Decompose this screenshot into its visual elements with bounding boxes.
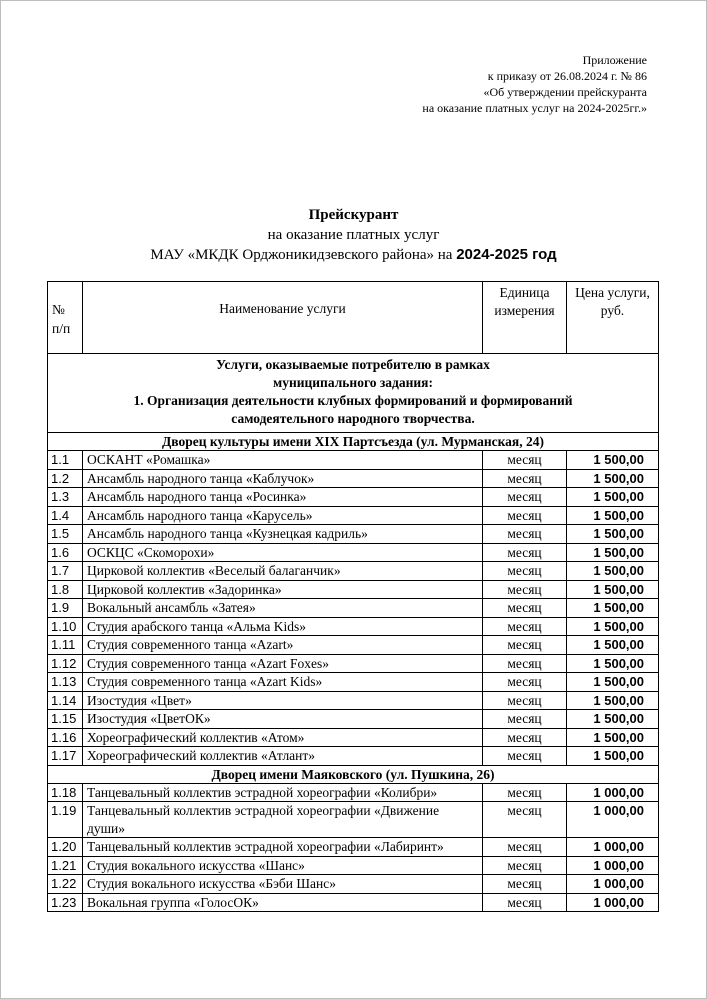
- row-number: 1.10: [48, 617, 83, 636]
- unit-of-measure: месяц: [483, 728, 567, 747]
- service-price: 1 000,00: [567, 893, 659, 912]
- table-row: [48, 469, 659, 488]
- header-unit: Единица измерения: [483, 282, 567, 354]
- service-price: 1 000,00: [567, 838, 659, 857]
- unit-of-measure: месяц: [483, 673, 567, 692]
- table-row: [48, 691, 659, 710]
- unit-of-measure: месяц: [483, 691, 567, 710]
- table-row: [48, 783, 659, 802]
- service-price: 1 500,00: [567, 599, 659, 618]
- unit-of-measure: месяц: [483, 875, 567, 894]
- row-number: 1.3: [48, 488, 83, 507]
- unit-of-measure: месяц: [483, 783, 567, 802]
- table-row: [48, 747, 659, 766]
- header-name: Наименование услуги: [83, 282, 483, 354]
- service-name: Изостудия «ЦветОК»: [83, 710, 483, 729]
- row-number: 1.16: [48, 728, 83, 747]
- service-name: Студия арабского танца «Альма Kids»: [83, 617, 483, 636]
- document-title: [0, 205, 707, 265]
- row-number: 1.15: [48, 710, 83, 729]
- row-number: 1.17: [48, 747, 83, 766]
- row-number: 1.9: [48, 599, 83, 618]
- unit-of-measure: месяц: [483, 451, 567, 470]
- unit-of-measure: месяц: [483, 838, 567, 857]
- row-number: 1.5: [48, 525, 83, 544]
- table-row: [48, 525, 659, 544]
- service-name: Хореографический коллектив «Атлант»: [83, 747, 483, 766]
- service-name: Ансамбль народного танца «Каблучок»: [83, 469, 483, 488]
- service-price: 1 500,00: [567, 525, 659, 544]
- title-subheading: на оказание платных услуг: [267, 227, 440, 243]
- service-price: 1 500,00: [567, 691, 659, 710]
- appendix-line: Приложение: [582, 53, 647, 67]
- service-name: Студия вокального искусства «Шанс»: [83, 856, 483, 875]
- service-name: Хореографический коллектив «Атом»: [83, 728, 483, 747]
- service-name: Ансамбль народного танца «Росинка»: [83, 488, 483, 507]
- group-heading: Дворец имени Маяковского (ул. Пушкина, 26): [48, 765, 659, 783]
- unit-of-measure: месяц: [483, 562, 567, 581]
- group-heading-row: [48, 433, 659, 451]
- unit-of-measure: месяц: [483, 710, 567, 729]
- service-price: 1 500,00: [567, 580, 659, 599]
- service-name: Танцевальный коллектив эстрадной хореографии «Колибри»: [83, 783, 483, 802]
- header-price: Цена услуги, руб.: [567, 282, 659, 354]
- service-price: 1 500,00: [567, 488, 659, 507]
- service-price: 1 000,00: [567, 802, 659, 838]
- service-price: 1 500,00: [567, 617, 659, 636]
- service-name: ОСКАНТ «Ромашка»: [83, 451, 483, 470]
- title-period: 2024-2025 год: [456, 246, 557, 263]
- title-heading: Прейскурант: [308, 207, 399, 223]
- row-number: 1.23: [48, 893, 83, 912]
- service-name: Изостудия «Цвет»: [83, 691, 483, 710]
- table-row: [48, 728, 659, 747]
- table-row: [48, 636, 659, 655]
- unit-of-measure: месяц: [483, 580, 567, 599]
- table-row: [48, 599, 659, 618]
- row-number: 1.14: [48, 691, 83, 710]
- table-row: [48, 506, 659, 525]
- service-price: 1 000,00: [567, 856, 659, 875]
- service-price: 1 500,00: [567, 506, 659, 525]
- service-name: Студия современного танца «Azart»: [83, 636, 483, 655]
- unit-of-measure: месяц: [483, 599, 567, 618]
- service-name: Студия современного танца «Azart Foxes»: [83, 654, 483, 673]
- row-number: 1.8: [48, 580, 83, 599]
- section-heading: Услуги, оказываемые потребителю в рамках муниципального задания: 1. Организация деятельности клубных формирований и формирований самодеятельного народного творчества.: [48, 354, 659, 433]
- appendix-line: на оказание платных услуг на 2024-2025гг.»: [422, 101, 647, 115]
- table-row: [48, 893, 659, 912]
- group-heading: Дворец культуры имени XIX Партсъезда (ул. Мурманская, 24): [48, 433, 659, 451]
- unit-of-measure: месяц: [483, 488, 567, 507]
- appendix-line: к приказу от 26.08.2024 г. № 86: [487, 69, 647, 83]
- service-name: Вокальная группа «ГолосОК»: [83, 893, 483, 912]
- service-name: Танцевальный коллектив эстрадной хореографии «Движение души»: [83, 802, 483, 838]
- service-name: Студия современного танца «Azart Kids»: [83, 673, 483, 692]
- row-number: 1.6: [48, 543, 83, 562]
- service-price: 1 000,00: [567, 783, 659, 802]
- row-number: 1.12: [48, 654, 83, 673]
- table-row: [48, 580, 659, 599]
- unit-of-measure: месяц: [483, 525, 567, 544]
- service-name: Ансамбль народного танца «Кузнецкая кадриль»: [83, 525, 483, 544]
- table-row: [48, 451, 659, 470]
- service-name: Студия вокального искусства «Бэби Шанс»: [83, 875, 483, 894]
- service-name: Ансамбль народного танца «Карусель»: [83, 506, 483, 525]
- row-number: 1.13: [48, 673, 83, 692]
- unit-of-measure: месяц: [483, 747, 567, 766]
- row-number: 1.1: [48, 451, 83, 470]
- row-number: 1.11: [48, 636, 83, 655]
- title-organization: [0, 245, 707, 265]
- service-price: 1 500,00: [567, 636, 659, 655]
- unit-of-measure: месяц: [483, 802, 567, 838]
- service-price: 1 500,00: [567, 469, 659, 488]
- unit-of-measure: месяц: [483, 469, 567, 488]
- service-price: 1 500,00: [567, 543, 659, 562]
- row-number: 1.2: [48, 469, 83, 488]
- table-header-row: [48, 282, 659, 354]
- service-name: Вокальный ансамбль «Затея»: [83, 599, 483, 618]
- row-number: 1.21: [48, 856, 83, 875]
- price-table: [47, 281, 659, 912]
- table-row: [48, 710, 659, 729]
- row-number: 1.18: [48, 783, 83, 802]
- service-name: Танцевальный коллектив эстрадной хореографии «Лабиринт»: [83, 838, 483, 857]
- service-name: Цирковой коллектив «Задоринка»: [83, 580, 483, 599]
- unit-of-measure: месяц: [483, 654, 567, 673]
- table-row: [48, 673, 659, 692]
- table-row: [48, 838, 659, 857]
- title-org-text: МАУ «МКДК Орджоникидзевского района» на: [150, 247, 453, 263]
- service-price: 1 000,00: [567, 875, 659, 894]
- appendix-note: [422, 52, 647, 116]
- table-row: [48, 617, 659, 636]
- group-heading-row: [48, 765, 659, 783]
- table-row: [48, 875, 659, 894]
- unit-of-measure: месяц: [483, 893, 567, 912]
- service-price: 1 500,00: [567, 654, 659, 673]
- appendix-line: «Об утверждении прейскуранта: [483, 85, 647, 99]
- table-row: [48, 802, 659, 838]
- service-price: 1 500,00: [567, 747, 659, 766]
- table-row: [48, 856, 659, 875]
- service-price: 1 500,00: [567, 710, 659, 729]
- row-number: 1.22: [48, 875, 83, 894]
- unit-of-measure: месяц: [483, 636, 567, 655]
- row-number: 1.19: [48, 802, 83, 838]
- row-number: 1.20: [48, 838, 83, 857]
- unit-of-measure: месяц: [483, 506, 567, 525]
- unit-of-measure: месяц: [483, 856, 567, 875]
- table-row: [48, 654, 659, 673]
- table-row: [48, 488, 659, 507]
- row-number: 1.7: [48, 562, 83, 581]
- table-row: [48, 562, 659, 581]
- unit-of-measure: месяц: [483, 617, 567, 636]
- unit-of-measure: месяц: [483, 543, 567, 562]
- service-name: ОСКЦС «Скоморохи»: [83, 543, 483, 562]
- service-name: Цирковой коллектив «Веселый балаганчик»: [83, 562, 483, 581]
- service-price: 1 500,00: [567, 728, 659, 747]
- table-row: [48, 543, 659, 562]
- service-price: 1 500,00: [567, 562, 659, 581]
- row-number: 1.4: [48, 506, 83, 525]
- header-num: № п/п: [48, 282, 83, 354]
- service-price: 1 500,00: [567, 673, 659, 692]
- service-price: 1 500,00: [567, 451, 659, 470]
- section-heading-row: [48, 354, 659, 433]
